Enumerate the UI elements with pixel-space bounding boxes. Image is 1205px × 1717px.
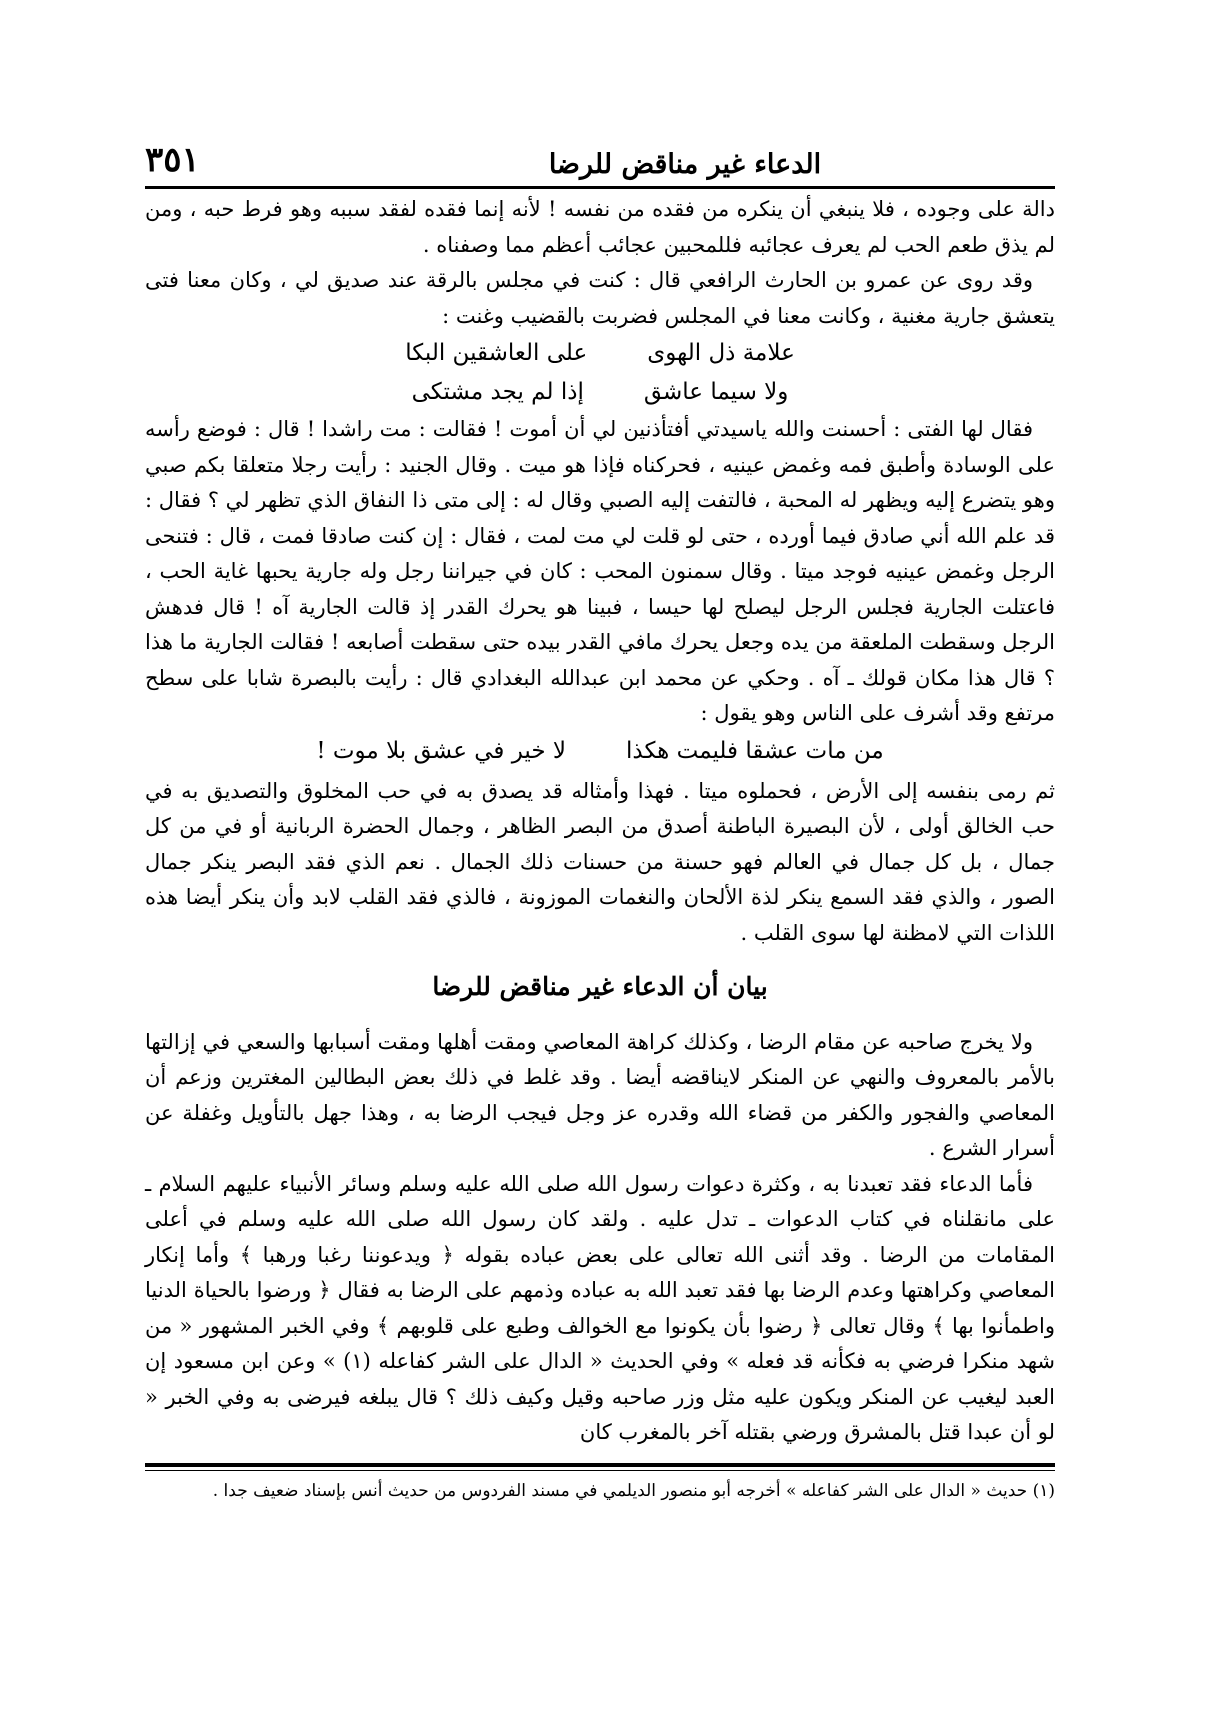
hemistich: من مات عشقا فليمت هكذا: [626, 737, 884, 764]
paragraph: ثم رمى بنفسه إلى الأرض ، فحملوه ميتا . فهذا وأمثاله قد يصدق به في حب المخلوق والتصديق به في حب الخالق أولى ، لأن البصيرة الباطنة أصدق من البصر الظاهر ، وجمال الحضرة الربانية أو في من كل جمال ، بل كل جمال في العالم فهو حسنة من حسنات ذلك الجمال . نعم الذي فقد البصر ينكر جمال الصور ، والذي فقد السمع ينكر لذة الألحان والنغمات الموزونة ، فالذي فقد القلب لابد وأن ينكر أيضا هذه اللذات التي لامظنة لها سوى القلب .: [145, 778, 1055, 945]
page-header: [145, 132, 1055, 180]
hemistich: ولا سيما عاشق: [643, 379, 789, 405]
section-heading: بيان أن الدعاء غير مناقض للرضا: [432, 972, 768, 1001]
hemistich: لا خير في عشق بلا موت !: [316, 737, 566, 764]
page-number: ٣٥١: [145, 140, 200, 180]
verse-line: [145, 373, 1055, 412]
paragraph: فقال لها الفتى : أحسنت والله ياسيدتي أفتأذنين لي أن أموت ! فقالت : مت راشدا ! قال : فوضع رأسه على الوسادة وأطبق فمه وغمض عينيه ، فحركناه فإذا هو ميت . وقال الجنيد : رأيت رجلا متعلقا بكم صبي وهو يتضرع إليه ويظهر له المحبة ، فالتفت إليه الصبي وقال له : إلى متى ذا النفاق الذي تظهر لي ؟ فقال : قد علم الله أني صادق فيما أورده ، حتى لو قلت لي مت لمت ، فقال : إن كنت صادقا فمت ، قال : فتنحى الرجل وغمض عينيه فوجد ميتا . وقال سمنون المحب : كان في جيراننا رجل وله جارية يحبها غاية الحب ، فاعتلت الجارية فجلس الرجل ليصلح لها حيسا ، فبينا هو يحرك القدر إذ قالت الجارية آه ! قال فدهش الرجل وسقطت الملعقة من يده وجعل يحرك مافي القدر بيده حتى سقطت أصابعه ! فقالت الجارية ما هذا ؟ قال هذا مكان قولك ـ آه . وحكي عن محمد ابن عبدالله البغدادي قال : رأيت بالبصرة شابا على سطح مرتفع وقد أشرف على الناس وهو يقول :: [145, 417, 1055, 725]
hemistich: على العاشقين البكا: [405, 340, 588, 366]
verse-line: [145, 334, 1055, 373]
paragraph: دالة على وجوده ، فلا ينبغي أن ينكره من فقده من نفسه ! لأنه إنما فقده لفقد سببه وهو فرط حبه ، ومن لم يذق طعم الحب لم يعرف عجائبه فللمحبين عجائب أعظم مما وصفناه .: [145, 197, 1055, 257]
verse-line: [145, 732, 1055, 771]
main-text: [145, 189, 1055, 1451]
running-title: الدعاء غير مناقض للرضا: [548, 149, 822, 180]
paragraph: وقد روى عن عمرو بن الحارث الرافعي قال : كنت في مجلس بالرقة عند صديق لي ، وكان معنا فتى يتعشق جارية مغنية ، وكانت معنا في المجلس فضربت بالقضيب وغنت :: [145, 268, 1055, 328]
hemistich: علامة ذل الهوى: [647, 340, 795, 366]
hemistich: إذا لم يجد مشتكى: [411, 379, 584, 405]
footnote: (١) حديث « الدال على الشر كفاعله » أخرجه أبو منصور الديلمي في مسند الفردوس من حديث أنس بإسناد ضعيف جدا .: [212, 1480, 1055, 1501]
footnote-rule-thin: [145, 1470, 1055, 1471]
paragraph: ولا يخرج صاحبه عن مقام الرضا ، وكذلك كراهة المعاصي ومقت أهلها ومقت أسبابها والسعي في إزالتها بالأمر بالمعروف والنهي عن المنكر لايناقضه أيضا . وقد غلط في ذلك بعض البطالين المغترين وزعم أن المعاصي والفجور والكفر من قضاء الله وقدره عز وجل فيجب الرضا به ، وهذا جهل بالتأويل وغفلة عن أسرار الشرع .: [145, 1029, 1055, 1160]
paragraph: فأما الدعاء فقد تعبدنا به ، وكثرة دعوات رسول الله صلى الله عليه وسلم وسائر الأنبياء عليهم السلام ـ على مانقلناه في كتاب الدعوات ـ تدل عليه . ولقد كان رسول الله صلى الله عليه وسلم في أعلى المقامات من الرضا . وقد أثنى الله تعالى على بعض عباده بقوله ﴿ ويدعوننا رغبا ورهبا ﴾ وأما إنكار المعاصي وكراهتها وعدم الرضا بها فقد تعبد الله به عباده وذمهم على الرضا به فقال ﴿ ورضوا بالحياة الدنيا واطمأنوا بها ﴾ وقال تعالى ﴿ رضوا بأن يكونوا مع الخوالف وطبع على قلوبهم ﴾ وفي الخبر المشهور « من شهد منكرا فرضي به فكأنه قد فعله » وفي الحديث « الدال على الشر كفاعله (١) » وعن ابن مسعود إن العبد ليغيب عن المنكر ويكون عليه مثل وزر صاحبه وقيل وكيف ذلك ؟ قال يبلغه فيرضى به وفي الخبر « لو أن عبدا قتل بالمشرق ورضي بقتله آخر بالمغرب كان: [145, 1171, 1055, 1444]
footnote-rule: [145, 1463, 1055, 1467]
